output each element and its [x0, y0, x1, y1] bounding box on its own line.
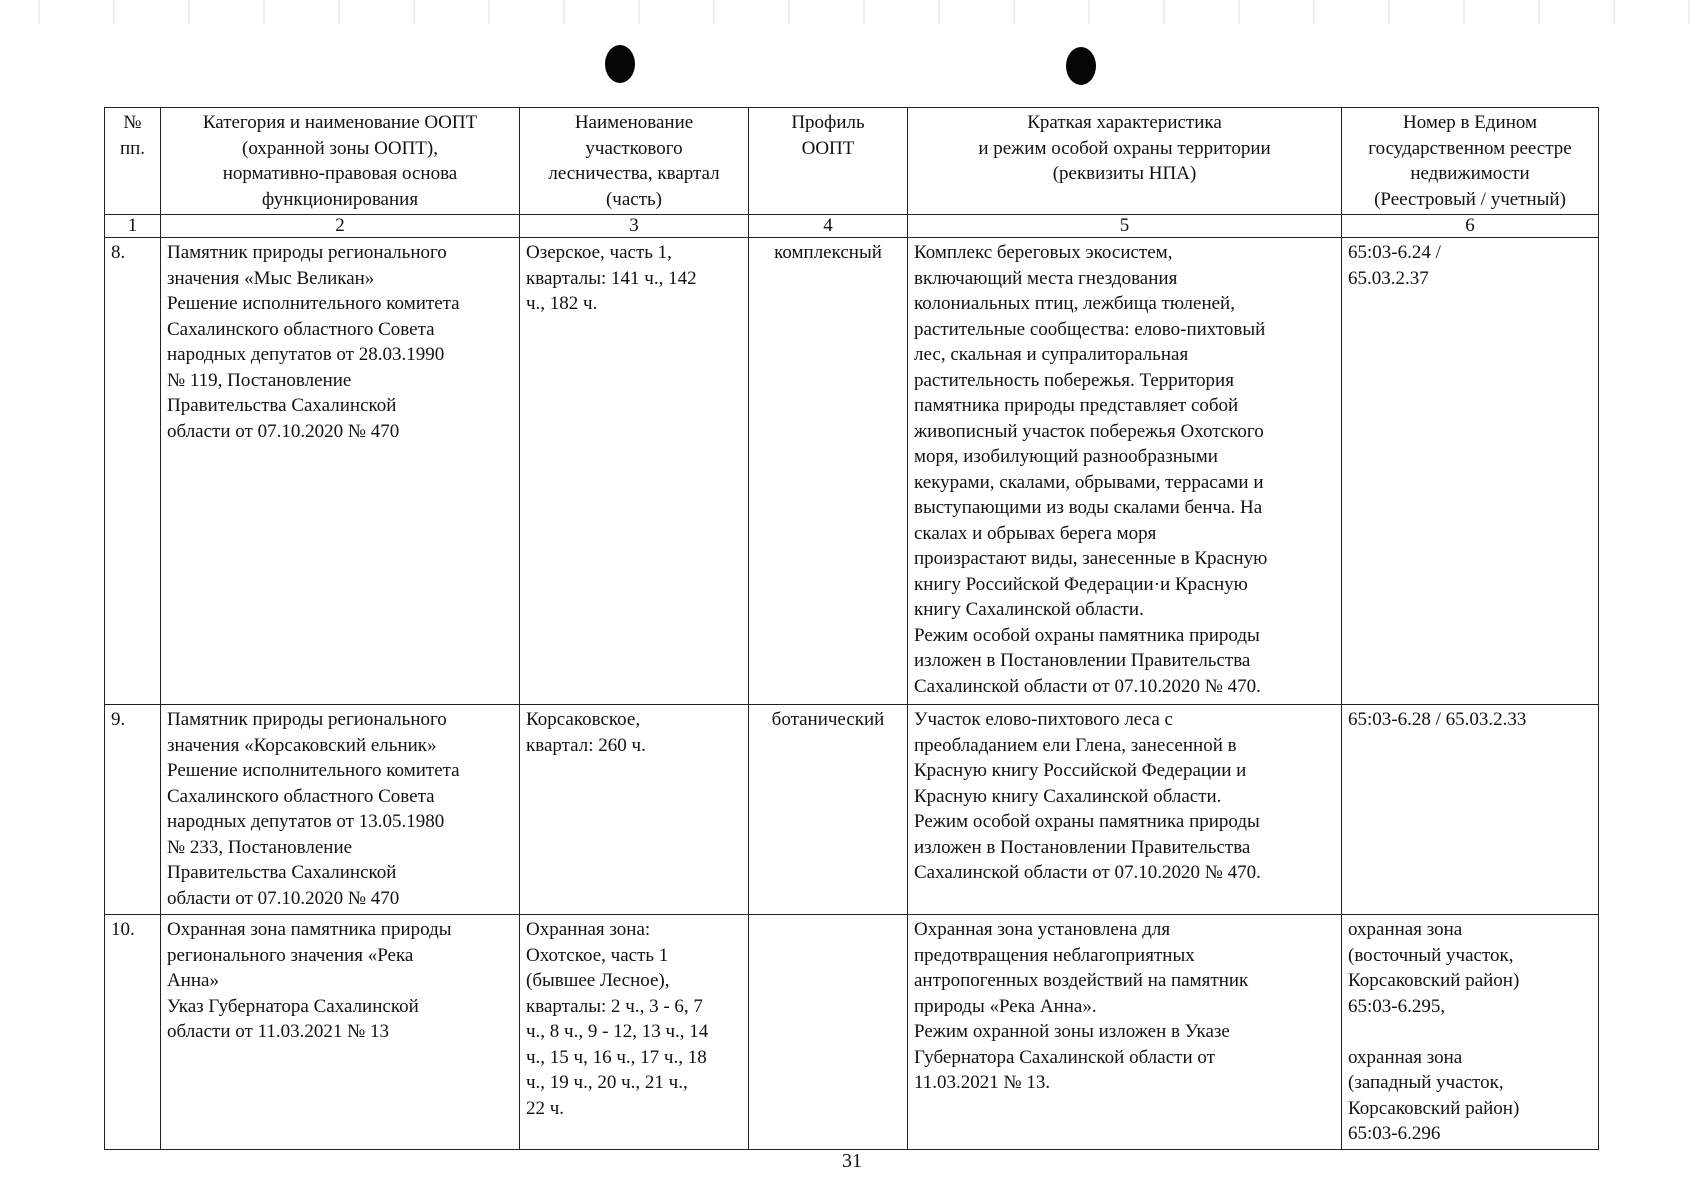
- row-number: 9.: [105, 705, 161, 915]
- row-number: 10.: [105, 915, 161, 1150]
- punch-hole-right: [1066, 47, 1096, 85]
- page-number: 31: [842, 1150, 862, 1172]
- column-header-forestry: Наименование участкового лесничества, квартал (часть): [520, 108, 749, 215]
- column-index: 3: [520, 215, 749, 238]
- column-header-profile: Профиль ООПТ: [749, 108, 908, 215]
- column-header-registry: Номер в Едином государственном реестре недвижимости (Реестровый / учетный): [1342, 108, 1599, 215]
- registry-number: охранная зона (восточный участок, Корсаковский район) 65:03-6.295, охранная зона (западный участок, Корсаковский район) 65:03-6.296: [1342, 915, 1599, 1150]
- column-header-description: Краткая характеристика и режим особой охраны территории (реквизиты НПА): [908, 108, 1342, 215]
- registry-number: 65:03-6.24 / 65.03.2.37: [1342, 238, 1599, 705]
- table-row: [105, 705, 1599, 915]
- table-row: [105, 915, 1599, 1150]
- forestry-quarter: Корсаковское, квартал: 260 ч.: [520, 705, 749, 915]
- row-number: 8.: [105, 238, 161, 705]
- header-row: [105, 108, 1599, 215]
- area-profile: комплексный: [749, 238, 908, 705]
- area-name: Памятник природы регионального значения «Мыс Великан» Решение исполнительного комитета Сахалинского областного Совета народных депутатов от 28.03.1990 № 119, Постановление Правительства Сахалинской области от 07.10.2020 № 470: [161, 238, 520, 705]
- area-profile: [749, 915, 908, 1150]
- forestry-quarter: Охранная зона: Охотское, часть 1 (бывшее Лесное), кварталы: 2 ч., 3 - 6, 7 ч., 8 ч., 9 - 12, 13 ч., 14 ч., 15 ч, 16 ч., 17 ч., 18 ч., 19 ч., 20 ч., 21 ч., 22 ч.: [520, 915, 749, 1150]
- column-header-name: Категория и наименование ООПТ (охранной зоны ООПТ), нормативно-правовая основа функционирования: [161, 108, 520, 215]
- area-name: Охранная зона памятника природы регионального значения «Река Анна» Указ Губернатора Сахалинской области от 11.03.2021 № 13: [161, 915, 520, 1150]
- area-description: Участок елово-пихтового леса с преобладанием ели Глена, занесенной в Красную книгу Российской Федерации и Красную книгу Сахалинской области. Режим особой охраны памятника природы изложен в Постановлении Правительства Сахалинской области от 07.10.2020 № 470.: [908, 705, 1342, 915]
- column-index: 6: [1342, 215, 1599, 238]
- column-index: 1: [105, 215, 161, 238]
- area-name: Памятник природы регионального значения «Корсаковский ельник» Решение исполнительного комитета Сахалинского областного Совета народных депутатов от 13.05.1980 № 233, Постановление Правительства Сахалинской области от 07.10.2020 № 470: [161, 705, 520, 915]
- table-row: [105, 238, 1599, 705]
- column-index: 2: [161, 215, 520, 238]
- protected-areas-table: [104, 107, 1599, 1150]
- scan-noise: [0, 0, 1704, 24]
- column-index-row: [105, 215, 1599, 238]
- area-description: Охранная зона установлена для предотвращения неблагоприятных антропогенных воздействий на памятник природы «Река Анна». Режим охранной зоны изложен в Указе Губернатора Сахалинской области от 11.03.2021 № 13.: [908, 915, 1342, 1150]
- forestry-quarter: Озерское, часть 1, кварталы: 141 ч., 142 ч., 182 ч.: [520, 238, 749, 705]
- registry-number: 65:03-6.28 / 65.03.2.33: [1342, 705, 1599, 915]
- column-index: 5: [908, 215, 1342, 238]
- column-header-number: № пп.: [105, 108, 161, 215]
- column-index: 4: [749, 215, 908, 238]
- area-description: Комплекс береговых экосистем, включающий места гнездования колониальных птиц, лежбища тюленей, растительные сообщества: елово-пихтовый лес, скальная и супралиторальная растительность побережья. Территория памятника природы представляет собой живописный участок побережья Охотского моря, изобилующий разнообразными кекурами, скалами, обрывами, террасами и выступающими из воды скалами бенча. На скалах и обрывах берега моря произрастают виды, занесенные в Красную книгу Российской Федерации·и Красную книгу Сахалинской области. Режим особой охраны памятника природы изложен в Постановлении Правительства Сахалинской области от 07.10.2020 № 470.: [908, 238, 1342, 705]
- punch-hole-left: [605, 45, 635, 83]
- area-profile: ботанический: [749, 705, 908, 915]
